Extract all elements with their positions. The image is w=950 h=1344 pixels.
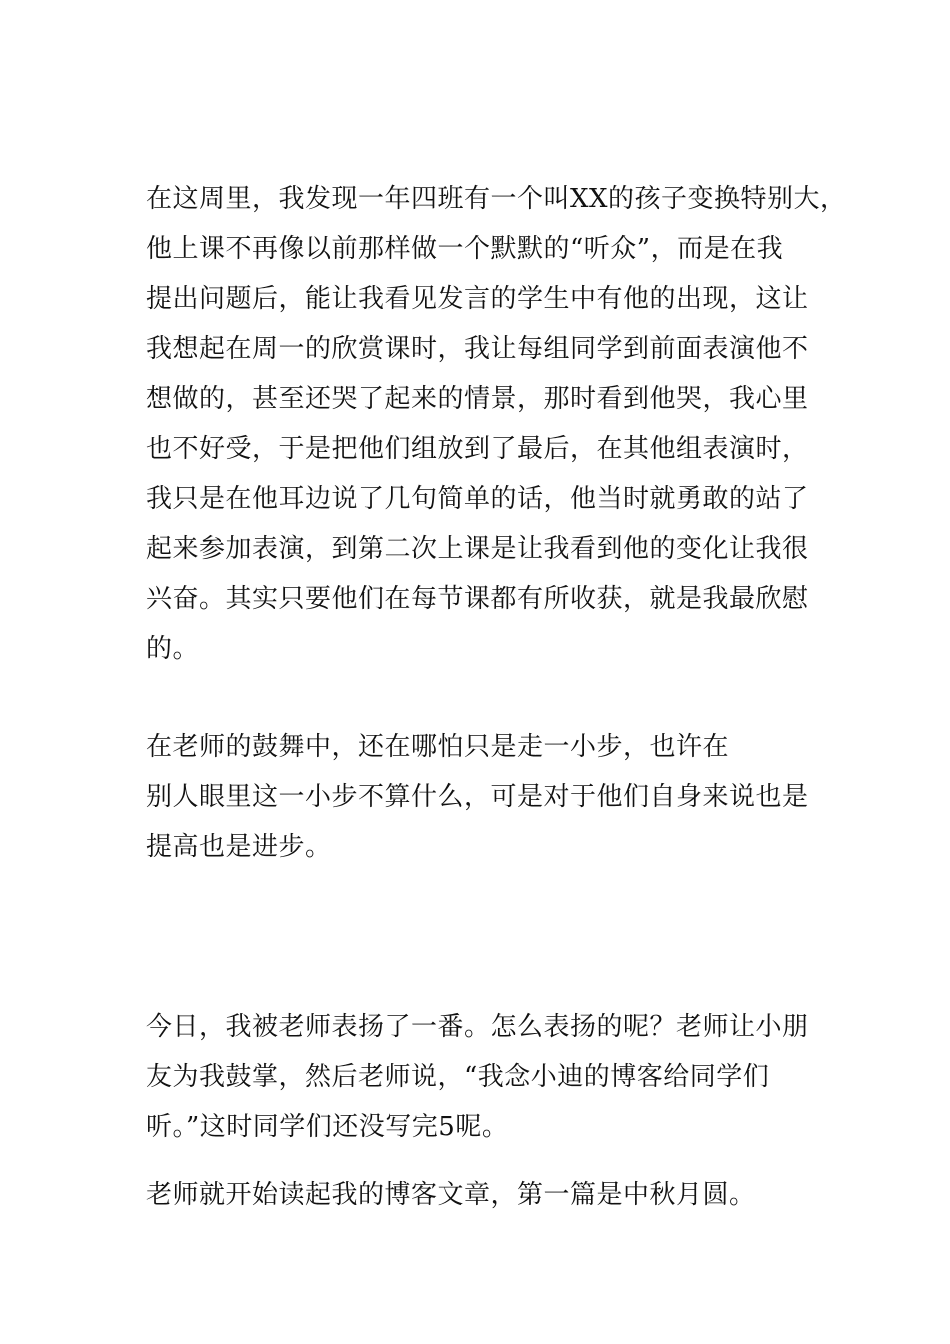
text-line: 今日，我被老师表扬了一番。怎么表扬的呢？老师让小朋 [146, 1012, 809, 1042]
text-line: 我想起在周一的欣赏课时，我让每组同学到前面表演他不 [146, 334, 809, 364]
text-line: 的。 [146, 634, 200, 664]
text-line: 起来参加表演，到第二次上课是让我看到他的变化让我很 [146, 534, 809, 564]
text-line: 在老师的鼓舞中，还在哪怕只是走一小步，也许在 [146, 732, 730, 762]
text-line: 我只是在他耳边说了几句简单的话，他当时就勇敢的站了 [146, 484, 809, 514]
text-line: 友为我鼓掌，然后老师说，“我念小迪的博客给同学们 [146, 1062, 770, 1092]
text-line: 听。”这时同学们还没写完5呢。 [146, 1112, 509, 1142]
text-line: 老师就开始读起我的博客文章，第一篇是中秋月圆。 [146, 1180, 756, 1210]
text-line: 提出问题后，能让我看见发言的学生中有他的出现，这让 [146, 284, 809, 314]
text-line: 也不好受，于是把他们组放到了最后，在其他组表演时， [146, 434, 809, 464]
text-line: 他上课不再像以前那样做一个默默的“听众”，而是在我 [146, 234, 784, 264]
text-line: 兴奋。其实只要他们在每节课都有所收获，就是我最欣慰 [146, 584, 809, 614]
text-line: 提高也是进步。 [146, 832, 332, 862]
text-line: 在这周里，我发现一年四班有一个叫XX的孩子变换特别大， [146, 184, 847, 214]
text-line: 别人眼里这一小步不算什么，可是对于他们自身来说也是 [146, 782, 809, 812]
text-line: 想做的，甚至还哭了起来的情景，那时看到他哭，我心里 [146, 384, 809, 414]
